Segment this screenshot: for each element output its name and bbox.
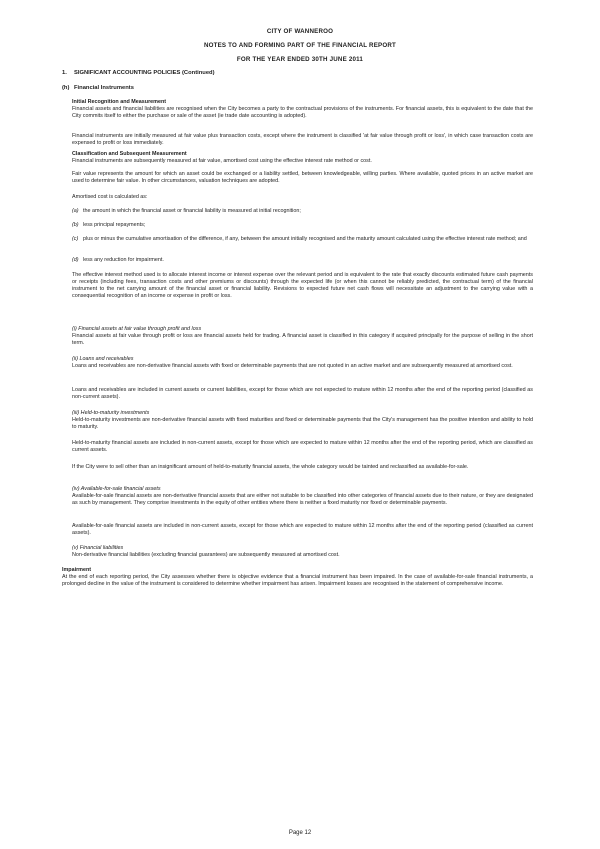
initial-recognition-heading: Initial Recognition and Measurement [72, 99, 167, 105]
impairment-text: At the end of each reporting period, the City assesses whether there is objective evidence that a financial instrument has been impaired. In the case of available-for-sale financial instruments, a prolonged decline in the value of the instrument is considered to determine whether impairment has arisen. Impairment losses are recognised in the statement of comprehensive income. [62, 574, 533, 588]
category-v-heading: (v) Financial liabilities [72, 545, 124, 551]
category-iv-text2: Available-for-sale financial assets are included in non-current assets, except for those which are expected to mature within 12 months after the end of the reporting period (classified as current assets). [72, 523, 533, 537]
period-title: FOR THE YEAR ENDED 30TH JUNE 2011 [236, 56, 364, 63]
list-item-label: (c) [72, 236, 79, 242]
category-iii-heading: (iii) Held-to-maturity investments [72, 410, 150, 416]
initial-recognition-p2: Financial instruments are initially measured at fair value plus transaction costs, except where the instrument is classified 'at fair value through profit or loss', in which case transaction costs are expensed to profit or loss immediately. [72, 133, 533, 147]
classification-p1: Financial instruments are subsequently measured at fair value, amortised cost using the effective interest rate method or cost. [72, 158, 372, 164]
category-ii-text1: Loans and receivables are non-derivative financial assets with fixed or determinable payments that are not quoted in an active market and are subsequently measured at amortised cost. [72, 363, 513, 369]
category-iii-text1: Held-to-maturity investments are non-derivative financial assets with fixed maturities and fixed or determinable payments that the City's management has the positive intention and ability to hold to maturity. [72, 417, 533, 431]
list-item-text: the amount in which the financial asset or financial liability is measured at initial recognition; [83, 208, 301, 214]
page-number: Page 12 [288, 830, 312, 836]
subsection-label: (h) [62, 85, 70, 91]
section-number: 1. [62, 70, 67, 76]
initial-recognition-p1: Financial assets and financial liabilities are recognised when the City becomes a party to the contractual provisions of the instruments. For financial assets, this is equivalent to the date that the City commits itself to either the purchase or sale of the asset (ie trade date accounting is adopted). [72, 106, 533, 120]
list-item-text: less principal repayments; [83, 222, 146, 228]
fair-value-paragraph: Fair value represents the amount for which an asset could be exchanged or a liability settled, between knowledgeable, willing parties. Where available, quoted prices in an active market are used to determine fair value. In other circumstances, valuation techniques are adopted. [72, 171, 533, 185]
effective-interest-paragraph: The effective interest method used is to allocate interest income or interest expense over the relevant period and is equivalent to the rate that exactly discounts estimated future cash payments or receipts (including fees, transaction costs and other premiums or discounts) through the expected life (or when this cannot be reliably predicted, the contractual term) of the financial instrument to the net carrying amount of the financial asset or financial liability. Revisions to expected future net cash flows will necessitate an adjustment to the carrying value with a consequential recognition of an income or expense in profit or loss. [72, 272, 533, 300]
category-i-heading: (i) Financial assets at fair value through profit and loss [72, 326, 202, 332]
category-i-text: Financial assets at fair value through profit or loss are financial assets held for trading. A financial asset is classified in this category if acquired principally for the purpose of selling in the short term. [72, 333, 533, 347]
list-item-text: plus or minus the cumulative amortisation of the difference, if any, between the amount initially recognised and the maturity amount calculated using the effective interest rate method; and [83, 236, 527, 242]
category-ii-text2: Loans and receivables are included in current assets or current liabilities, except for those which are not expected to mature within 12 months after the end of the reporting period (classified as non-current assets). [72, 387, 533, 401]
section-title: SIGNIFICANT ACCOUNTING POLICIES (Continued) [74, 70, 215, 76]
notes-title: NOTES TO AND FORMING PART OF THE FINANCIAL REPORT [203, 42, 397, 49]
list-item-label: (a) [72, 208, 79, 214]
category-iii-text3: If the City were to sell other than an insignificant amount of held-to-maturity financial assets, the whole category would be tainted and reclassified as available-for-sale. [72, 464, 469, 470]
entity-name: CITY OF WANNEROO [266, 28, 334, 35]
category-iv-heading: (iv) Available-for-sale financial assets [72, 486, 161, 492]
amortised-cost-intro: Amortised cost is calculated as: [72, 194, 148, 200]
category-v-text: Non-derivative financial liabilities (excluding financial guarantees) are subsequently measured at amortised cost. [72, 552, 340, 558]
category-ii-heading: (ii) Loans and receivables [72, 356, 134, 362]
impairment-heading: Impairment [62, 567, 92, 573]
list-item-text: less any reduction for impairment. [83, 257, 164, 263]
classification-heading: Classification and Subsequent Measurement [72, 151, 187, 157]
list-item-label: (b) [72, 222, 79, 228]
category-iii-text2: Held-to-maturity financial assets are included in non-current assets, except for those which are expected to mature within 12 months after the end of the reporting period, which are classified as current assets. [72, 440, 533, 454]
category-iv-text1: Available-for-sale financial assets are non-derivative financial assets that are either not suitable to be classified into other categories of financial assets due to their nature, or they are designated as such by management. They comprise investments in the equity of other entities where there is neither a fixed maturity nor fixed or determinable payments. [72, 493, 533, 507]
subsection-title: Financial Instruments [74, 85, 134, 91]
list-item-label: (d) [72, 257, 79, 263]
